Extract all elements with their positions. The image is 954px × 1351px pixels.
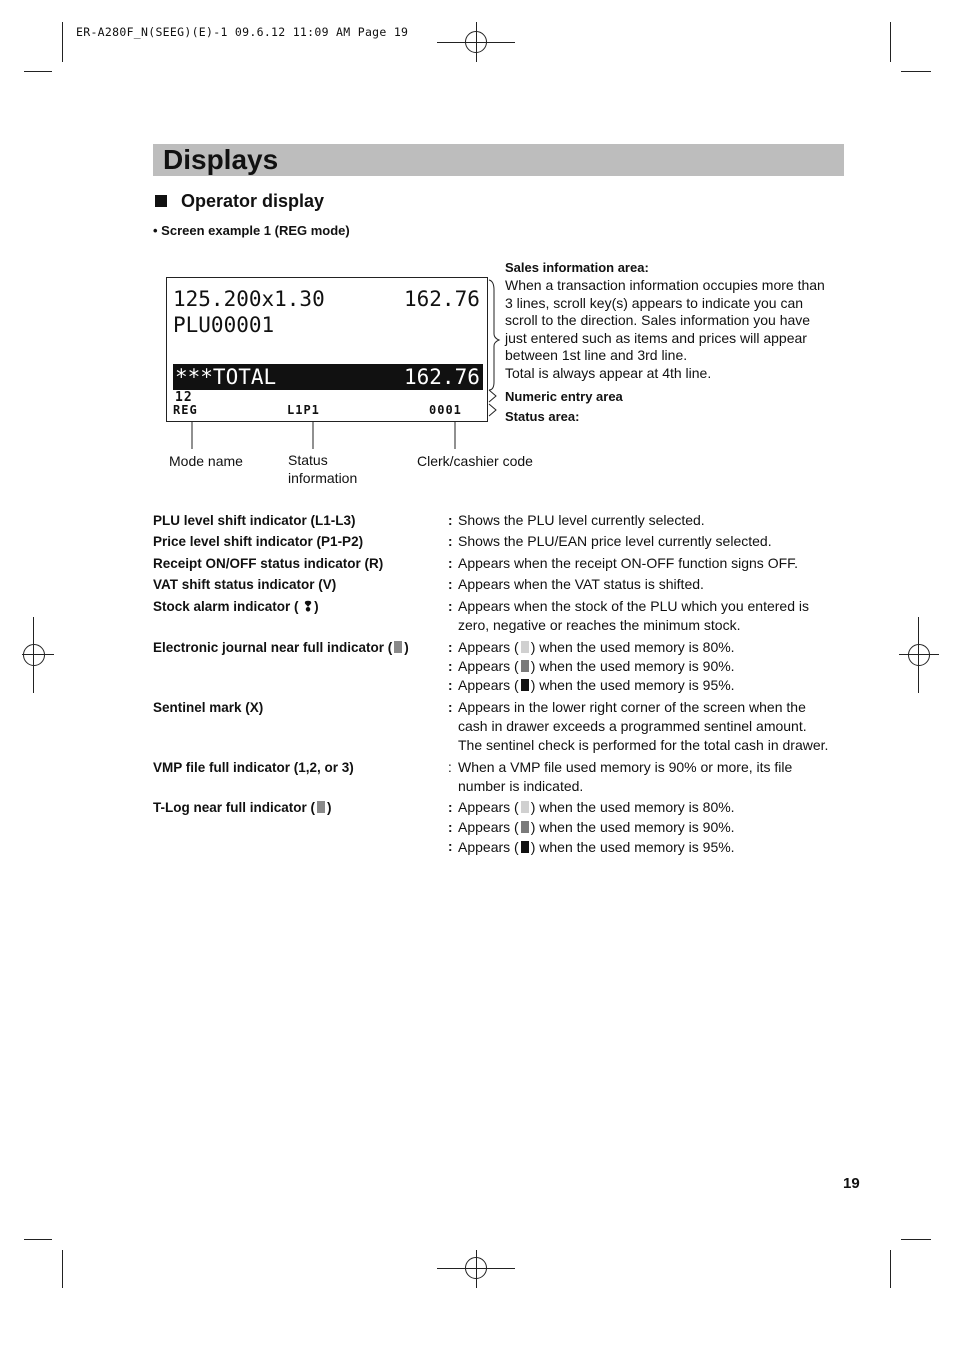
lcd-numeric-entry: 12 <box>175 390 193 405</box>
appears-text: Appears ( <box>458 639 519 655</box>
sales-line: between 1st line and 3rd line. <box>505 347 688 364</box>
indicator-colon: : <box>448 839 453 854</box>
indicator-label: VMP file full indicator (1,2, or 3) <box>153 760 354 775</box>
exclamation-icon: ❢ <box>302 599 314 614</box>
indicator-description: Appears when the receipt ON-OFF function signs OFF. <box>458 555 799 571</box>
sales-area-brace <box>489 280 499 390</box>
lcd-line1-left: 125.200x1.30 <box>173 287 325 311</box>
memory-indicator-icon <box>394 641 402 653</box>
indicator-label: PLU level shift indicator (L1-L3) <box>153 513 356 528</box>
indicator-label <box>153 599 319 615</box>
memory-90-icon <box>521 660 529 672</box>
indicator-colon: : <box>448 513 453 528</box>
appears-text: Appears ( <box>458 677 519 693</box>
callout-connectors <box>0 0 954 520</box>
sales-line: just entered such as items and prices will appear <box>505 329 807 346</box>
level-text: ) when the used memory is 90%. <box>530 819 735 835</box>
numeric-area-arrow <box>489 390 496 402</box>
sales-line: When a transaction information occupies more than <box>505 277 825 293</box>
lcd-line1-right: 162.76 <box>404 287 480 311</box>
description-line: zero, negative or reaches the minimum stock. <box>458 617 741 633</box>
indicator-description <box>458 597 848 635</box>
memory-80-icon <box>521 801 529 813</box>
sales-line: scroll to the direction. Sales information you have <box>505 312 811 329</box>
status-info-label-line2: information <box>288 470 358 486</box>
indicator-label-text: ) <box>404 640 409 655</box>
indicator-description <box>458 698 848 755</box>
indicator-colon: : <box>448 700 453 715</box>
indicator-colon: : <box>448 760 452 775</box>
indicator-label-text: T-Log near full indicator ( <box>153 800 315 815</box>
indicator-description <box>458 758 848 796</box>
level-text: ) when the used memory is 95%. <box>530 839 735 855</box>
indicator-colon: : <box>448 820 453 835</box>
indicator-colon: : <box>448 599 453 614</box>
indicator-description: Shows the PLU/EAN price level currently selected. <box>458 533 772 549</box>
indicator-description <box>458 798 848 858</box>
description-line: cash in drawer exceeds a programmed sentinel amount. <box>458 718 807 734</box>
memory-indicator-icon <box>317 801 325 813</box>
indicator-label-text: Electronic journal near full indicator ( <box>153 640 393 655</box>
indicator-colon: : <box>448 800 453 815</box>
indicator-label <box>153 640 409 655</box>
description-line <box>458 638 848 657</box>
indicator-label <box>153 800 332 815</box>
description-line <box>458 798 848 818</box>
description-line <box>458 838 848 858</box>
level-text: ) when the used memory is 95%. <box>530 677 735 693</box>
lcd-total-value: 162.76 <box>404 365 480 389</box>
status-info-label-line1: Status <box>288 452 328 468</box>
indicator-colon: : <box>448 640 453 655</box>
memory-95-icon <box>521 679 529 691</box>
level-text: ) when the used memory is 80%. <box>530 799 735 815</box>
indicator-colon: : <box>448 659 453 674</box>
page-title: Displays <box>163 144 279 175</box>
memory-95-icon <box>521 841 529 853</box>
mode-name-label: Mode name <box>169 453 243 469</box>
description-line: Appears when the stock of the PLU which you entered is <box>458 598 809 614</box>
description-line: The sentinel check is performed for the total cash in drawer. <box>458 737 829 753</box>
indicator-label: Receipt ON/OFF status indicator (R) <box>153 556 384 571</box>
lcd-line2: PLU00001 <box>173 313 275 337</box>
status-area-label: Status area: <box>505 409 580 424</box>
sales-line: Total is always appear at 4th line. <box>505 364 712 381</box>
description-line: When a VMP file used memory is 90% or more, its file <box>458 759 793 775</box>
indicator-label-text: ) <box>314 599 319 614</box>
memory-80-icon <box>521 641 529 653</box>
description-line: Appears in the lower right corner of the screen when the <box>458 699 806 715</box>
indicator-label-text: Stock alarm indicator ( <box>153 599 299 614</box>
description-line <box>458 676 848 695</box>
clerk-code-label: Clerk/cashier code <box>417 453 533 469</box>
lcd-mode-name: REG <box>173 403 198 417</box>
sales-area-description <box>505 277 825 383</box>
subheading: • Screen example 1 (REG mode) <box>153 223 350 238</box>
description-line <box>458 657 848 676</box>
page-number: 19 <box>843 1175 860 1192</box>
print-metadata: ER-A280F_N(SEEG)(E)-1 09.6.12 11:09 AM Page 19 <box>76 25 409 39</box>
level-text: ) when the used memory is 80%. <box>530 639 735 655</box>
indicator-description <box>458 638 848 695</box>
level-text: ) when the used memory is 90%. <box>530 658 735 674</box>
status-info-label <box>288 451 357 487</box>
lcd-total-label: ***TOTAL <box>175 365 277 389</box>
indicator-colon: : <box>448 577 453 592</box>
status-area-arrow <box>489 404 496 416</box>
appears-text: Appears ( <box>458 839 519 855</box>
appears-text: Appears ( <box>458 658 519 674</box>
indicator-label: Sentinel mark (X) <box>153 700 264 715</box>
indicator-colon: : <box>448 556 453 571</box>
indicator-colon: : <box>448 534 453 549</box>
description-line <box>458 818 848 838</box>
sales-area-title: Sales information area: <box>505 260 649 275</box>
section-title: Operator display <box>181 191 325 211</box>
appears-text: Appears ( <box>458 799 519 815</box>
indicator-label: VAT shift status indicator (V) <box>153 577 337 592</box>
lcd-clerk-code: 0001 <box>429 403 462 417</box>
indicator-label: Price level shift indicator (P1-P2) <box>153 534 364 549</box>
lcd-status-info: L1P1 <box>287 403 320 417</box>
indicator-description: Appears when the VAT status is shifted. <box>458 576 704 592</box>
indicator-description: Shows the PLU level currently selected. <box>458 512 705 528</box>
description-line: number is indicated. <box>458 778 584 794</box>
indicator-colon: : <box>448 678 453 693</box>
memory-90-icon <box>521 821 529 833</box>
sales-line: 3 lines, scroll key(s) appears to indicate you can <box>505 294 804 311</box>
numeric-area-label: Numeric entry area <box>505 389 623 404</box>
appears-text: Appears ( <box>458 819 519 835</box>
indicator-label-text: ) <box>327 800 332 815</box>
